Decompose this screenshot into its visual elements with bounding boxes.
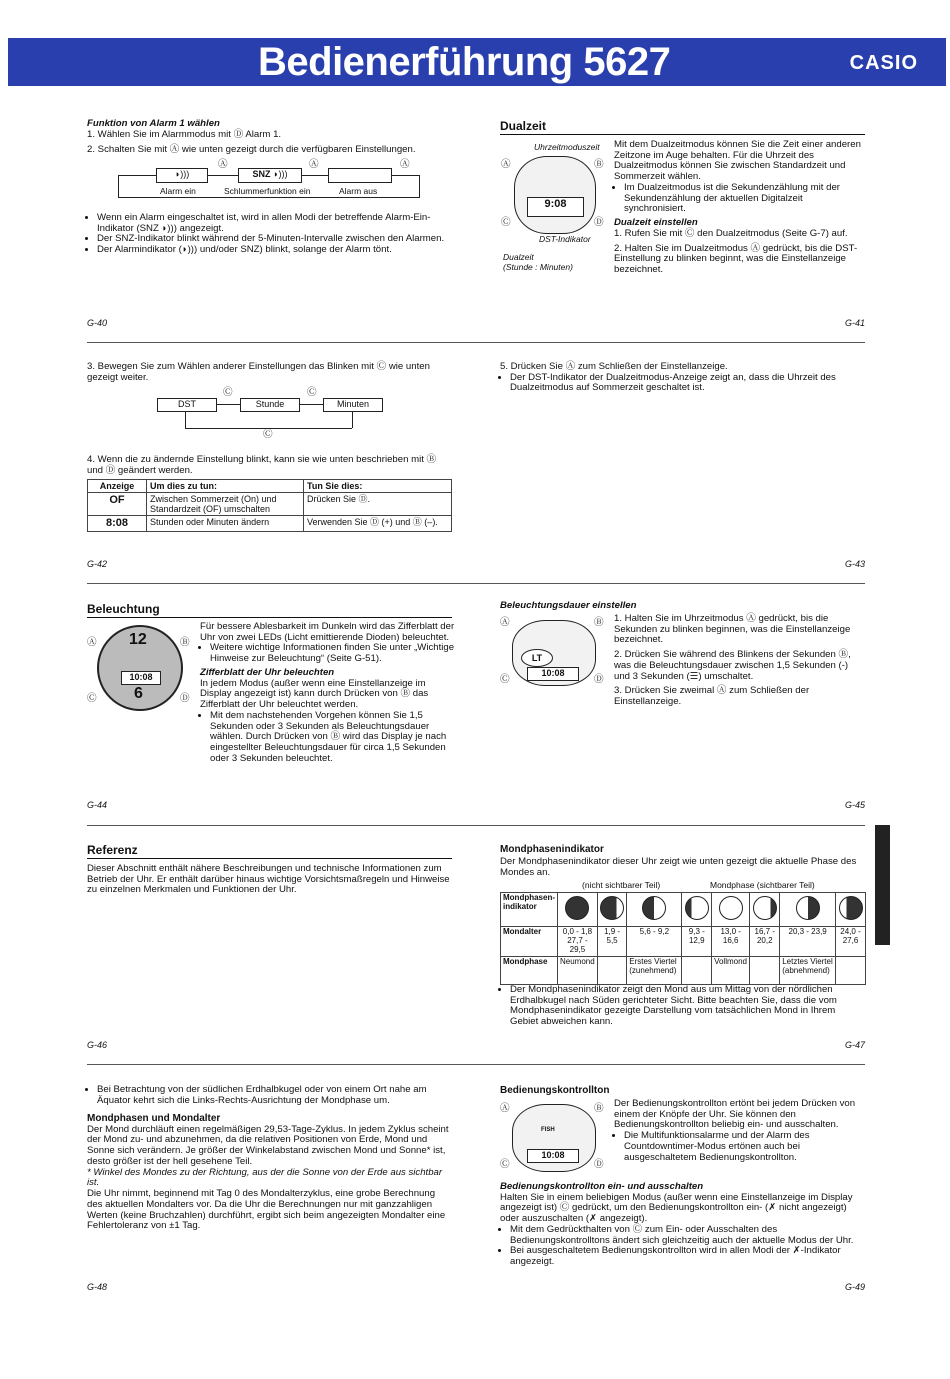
button-b: Ⓑ (594, 159, 604, 170)
g47-paragraph: Der Mondphasenindikator dieser Uhr zeigt wie unten gezeigt die aktuelle Phase des Mondes an. (500, 856, 857, 878)
g49-lower (500, 1182, 865, 1268)
page-number: G-42 (87, 559, 108, 569)
g49-bullet: • Bei ausgeschaltetem Bedienungskontrollton wird in allen Modi der ✗-Indikator angezeigt. (510, 1246, 865, 1267)
page-number: G-41 (845, 318, 866, 328)
watch-display: 10:08 (527, 667, 579, 681)
g44-paragraph: In jedem Modus (außer wenn eine Einstellanzeige im Display angezeigt ist) kann durch Drücken von Ⓑ das Zifferblatt der Uhr beleuchtet werden. (200, 677, 429, 711)
g47-heading: Mondphasenindikator (500, 844, 604, 855)
g49-paragraph: Der Bedienungskontrollton ertönt bei jedem Drücken von einem der Knöpfe der Uhr. Sie können den Bedienungskontrollton beliebig ein- und ausschalten. (614, 1098, 856, 1131)
watch-display: 10:08 (121, 671, 161, 685)
button-b: Ⓑ (594, 1103, 604, 1114)
phase-cell: Vollmond (712, 956, 750, 984)
moon-new-icon (565, 896, 589, 920)
g48-heading: Mondphasen und Mondalter (87, 1113, 221, 1125)
button-a-label: Ⓐ (309, 159, 319, 170)
button-d: Ⓓ (594, 217, 604, 228)
age-cell: 9,3 - 12,9 (682, 927, 712, 957)
button-a: Ⓐ (500, 617, 510, 628)
g41-heading: Dualzeit (500, 120, 865, 135)
button-c: Ⓒ (87, 693, 97, 704)
phase-cell (682, 956, 712, 984)
g49-bullet: • Mit dem Gedrückthalten von Ⓒ zum Ein- oder Ausschalten des Bedienungskontrolltons ändert sich gleichzeitig auch der aktuelle Modus der Uhr. (510, 1225, 865, 1246)
age-cell: 16,7 - 20,2 (750, 927, 780, 957)
page-number: G-43 (845, 559, 866, 569)
button-d: Ⓓ (594, 1159, 604, 1170)
button-b: Ⓑ (594, 617, 604, 628)
label-alarm-off: Alarm aus (339, 186, 378, 196)
g40-step2: 2. Schalten Sie mit Ⓐ wie unten gezeigt durch die verfügbaren Einstellungen. (87, 144, 416, 156)
cell-how: Verwenden Sie Ⓓ (+) und Ⓑ (–). (304, 516, 452, 531)
fish-indicator: FISH (541, 1127, 555, 1133)
moon-waxing-crescent-icon (600, 896, 624, 920)
g48-bullet: • Bei Betrachtung von der südlichen Erdhalbkugel oder von einem Ort nahe am Äquator kehrt sich die Links-Rechts-Ausrichtung der Mondphase um. (97, 1085, 452, 1106)
th-how: Tun Sie dies: (304, 480, 452, 493)
snz-text: SNZ (252, 169, 271, 179)
g40-bullet: • Der Alarmindikator (◗))) und/oder SNZ) blinkt, solange der Alarm tönt. (97, 245, 447, 256)
g49-heading: Bedienungskontrollton (500, 1085, 610, 1096)
label-dualtime: Dualzeit (503, 252, 534, 262)
page-number: G-48 (87, 1282, 108, 1292)
g49-subheading: Bedienungskontrollton ein- und ausschalten (500, 1181, 704, 1192)
moon-cell (597, 893, 626, 927)
moon-full-icon (719, 896, 743, 920)
row-label-indicator: Mondphasen-indikator (501, 893, 558, 927)
g40-bullet: • Der SNZ-Indikator blinkt während der 5-Minuten-Intervalle zwischen den Alarmen. (97, 234, 447, 245)
moon-waning-gibbous-icon (753, 896, 777, 920)
moon-waning-crescent-icon (839, 896, 863, 920)
section-g48 (87, 1085, 452, 1232)
hour-box: Stunde (240, 398, 300, 412)
phase-cell (597, 956, 626, 984)
g46-heading: Referenz (87, 844, 452, 859)
watch-face (97, 625, 183, 711)
numeral-6: 6 (134, 685, 143, 702)
label-visible-part: Mondphase (sichtbarer Teil) (710, 880, 815, 890)
button-c-label: Ⓒ (263, 429, 273, 440)
g41-paragraph: Mit dem Dualzeitmodus können Sie die Zeit einer anderen Zeitzone im Auge behalten. Für die Uhrzeit des Dualzeitmodus können Sie zwischen Standardzeit und Sommerzeit wählen. (614, 139, 861, 183)
g43-bullet: • Der DST-Indikator der Dualzeitmodus-Anzeige zeigt an, dass die Uhrzeit des Dualzeitmodus auf Sommerzeit geschaltet ist. (510, 373, 860, 394)
alarm-on-box: ◗))) (156, 168, 208, 183)
button-c-label: Ⓒ (223, 387, 233, 398)
th-display: Anzeige (88, 480, 147, 493)
alarm-cycle-diagram (118, 160, 420, 205)
snooze-box: SNZ ◗))) (238, 168, 302, 183)
button-c: Ⓒ (500, 1159, 510, 1170)
button-a-label: Ⓐ (400, 159, 410, 170)
button-a: Ⓐ (501, 159, 511, 170)
moon-cell (627, 893, 682, 927)
backlight-watch-figure (500, 616, 608, 688)
moon-last-quarter-icon (796, 896, 820, 920)
section-tab (875, 825, 890, 945)
moon-cell (780, 893, 836, 927)
watch-face (512, 1104, 596, 1172)
g42-step4: 4. Wenn die zu ändernde Einstellung blinkt, kann sie wie unten beschrieben mit Ⓑ und Ⓓ geändert werden. (87, 454, 437, 476)
phase-cell: Erstes Viertel (zunehmend) (627, 956, 682, 984)
g41-text (614, 140, 866, 276)
g45-steps (614, 614, 864, 708)
label-mode-time: Uhrzeitmoduszeit (534, 142, 600, 152)
watch-face (514, 156, 596, 234)
cell-display-time: 8:08 (88, 516, 147, 531)
g42-step3: 3. Bewegen Sie zum Wählen anderer Einstellungen das Blinken mit Ⓒ wie unten gezeigt weiter. (87, 361, 430, 383)
g41-bullet: • Im Dualzeitmodus ist die Sekundenzählung mit der Sekundenzählung der aktuellen Digitalzeit synchronisiert. (624, 183, 866, 215)
moon-cell (836, 893, 866, 927)
age-cell: 0,0 - 1,8 27,7 - 29,5 (558, 927, 598, 957)
moon-first-quarter-icon (642, 896, 666, 920)
dualtime-watch-figure (500, 140, 610, 275)
g40-bullet: • Wenn ein Alarm eingeschaltet ist, wird in allen Modi der betreffende Alarm-Ein-Indikator (SNZ ◗))) angezeigt. (97, 213, 447, 234)
button-c: Ⓒ (500, 674, 510, 685)
g41-subheading: Dualzeit einstellen (614, 217, 698, 229)
button-d: Ⓓ (594, 674, 604, 685)
g44-paragraph: Für bessere Ablesbarkeit im Dunkeln wird das Zifferblatt der Uhr von zwei LEDs (Licht emittierende Dioden) beleuchtet. (200, 621, 455, 643)
section-g40 (87, 119, 447, 156)
g43-step5: 5. Drücken Sie Ⓐ zum Schließen der Einstellanzeige. (500, 361, 728, 372)
page-number: G-49 (845, 1282, 866, 1292)
age-cell: 20,3 - 23,9 (780, 927, 836, 957)
g44-bullet: • Mit dem nachstehenden Vorgehen können Sie 1,5 Sekunden oder 3 Sekunden als Beleuchtungsdauer wählen. Durch Drücken von Ⓑ wird das Display je nach eingestellter Beleuchtungsdauer für circa 1,5 Sekunden oder 3 Sekunden beleuchtet. (210, 711, 455, 765)
g45-step2: 2. Drücken Sie während des Blinkens der Sekunden Ⓑ, was die Beleuchtungsdauer zwischen 1,5 Sekunden (-) und 3 Sekunden (☰) umschaltet. (614, 649, 851, 682)
cell-display-of: OF (88, 493, 147, 516)
g40-heading: Funktion von Alarm 1 wählen (87, 118, 220, 129)
watch-display: 10:08 (527, 1149, 579, 1163)
phase-cell (750, 956, 780, 984)
setting-table (87, 479, 452, 532)
cell-action: Zwischen Sommerzeit (On) und Standardzeit (OF) umschalten (147, 493, 304, 516)
row-label-age: Mondalter (501, 927, 558, 957)
g48-footnote: * Winkel des Mondes zu der Richtung, aus der die Sonne von der Erde aus sichtbar ist. (87, 1166, 443, 1189)
g46-paragraph: Dieser Abschnitt enthält nähere Beschreibungen und technische Informationen zum Betrieb der Uhr. Er enthält darüber hinaus wichtige Vorsichtsmaßregeln und Hinweise zu einzelnen Merkmalen und Funktionen der Uhr. (87, 863, 450, 896)
page-number: G-40 (87, 318, 108, 328)
watch-display: 9:08 (527, 197, 584, 217)
page-number: G-45 (845, 800, 866, 810)
watch-face (512, 620, 596, 686)
page-number: G-47 (845, 1040, 866, 1050)
moon-cell (750, 893, 780, 927)
lt-indicator: LT (521, 649, 553, 667)
document-title: Bedienerführung 5627 (258, 40, 671, 84)
moon-cell (682, 893, 712, 927)
cell-how: Drücken Sie Ⓓ. (304, 493, 452, 516)
g41-step1: 1. Rufen Sie mit Ⓒ den Dualzeitmodus (Seite G-7) auf. (614, 227, 848, 239)
page-header (8, 38, 946, 86)
row-label-phase: Mondphase (501, 956, 558, 984)
label-dualtime-units: (Stunde : Minuten) (503, 262, 573, 272)
moon-cell (558, 893, 598, 927)
moon-waxing-gibbous-icon (685, 896, 709, 920)
g49-text (614, 1099, 864, 1163)
phase-cell (836, 956, 866, 984)
button-b: Ⓑ (180, 637, 190, 648)
th-action: Um dies zu tun: (147, 480, 304, 493)
button-c-label: Ⓒ (307, 387, 317, 398)
g45-step1: 1. Halten Sie im Uhrzeitmodus Ⓐ gedrückt, bis die Sekunden zu blinken beginnen, was die Einstellanzeige bezeichnet. (614, 613, 851, 646)
g40-step1: 1. Wählen Sie im Alarmmodus mit Ⓓ Alarm 1. (87, 128, 282, 140)
section-g43 (500, 362, 860, 394)
g44-text (200, 622, 455, 765)
g48-paragraph: Die Uhr nimmt, beginnend mit Tag 0 des Mondalterzyklus, eine grobe Berechnung des aktuellen Mondalters vor. Da die Uhr die Berechnungen nur mit ganzzahligen Werten (keine Bruchzahlen) durchführt, ergibt sich beim angezeigten Mondalter eine Fehlertoleranz von ±1 Tag. (87, 1188, 446, 1232)
label-alarm-on: Alarm ein (160, 186, 196, 196)
button-a: Ⓐ (87, 637, 97, 648)
moon-phase-table (500, 892, 866, 985)
g41-step2: 2. Halten Sie im Dualzeitmodus Ⓐ gedrückt, bis die DST-Einstellung zu blinken beginnt, was die Einstellanzeige bezeichnet. (614, 242, 858, 276)
g47-bullets (500, 985, 860, 1028)
casio-logo: CASIO (849, 52, 918, 74)
dst-box: DST (157, 398, 217, 412)
beep-watch-figure (500, 1100, 608, 1175)
g48-paragraph: Der Mond durchläuft einen regelmäßigen 29,53-Tage-Zyklus. In jedem Zyklus scheint der Mond zu- und abzunehmen, da die relativen Positionen von Erde, Mond und Sonne sich verändern. Je größer der Winkelabstand zwischen Mond und Sonne* ist, desto größer ist der hell gesehene Teil. (87, 1123, 449, 1167)
g40-bullets (87, 213, 447, 256)
age-cell: 1,9 - 5,5 (597, 927, 626, 957)
analog-watch-figure (87, 622, 195, 712)
age-cell: 24,0 - 27,6 (836, 927, 866, 957)
label-dst-indicator: DST-Indikator (539, 234, 591, 244)
button-a-label: Ⓐ (218, 159, 228, 170)
label-snooze-on: Schlummerfunktion ein (224, 186, 311, 196)
minutes-box: Minuten (323, 398, 383, 412)
g49-bullet: • Die Multifunktionsalarme und der Alarm des Countdowntimer-Modus ertönen auch bei ausgeschaltetem Bedienungskontrollton. (624, 1131, 864, 1163)
label-invisible-part: (nicht sichtbarer Teil) (582, 880, 661, 890)
phase-cell: Letztes Viertel (abnehmend) (780, 956, 836, 984)
cell-action: Stunden oder Minuten ändern (147, 516, 304, 531)
g45-subheading: Beleuchtungsdauer einstellen (500, 600, 637, 611)
numeral-12: 12 (129, 631, 147, 648)
page-number: G-44 (87, 800, 108, 810)
g44-bullet: • Weitere wichtige Informationen finden Sie unter „Wichtige Hinweise zur Beleuchtung“ (Seite G-51). (210, 643, 455, 664)
page-number: G-46 (87, 1040, 108, 1050)
phase-cell: Neumond (558, 956, 598, 984)
button-a: Ⓐ (500, 1103, 510, 1114)
g44-subheading: Zifferblatt der Uhr beleuchten (200, 666, 335, 678)
g44-heading: Beleuchtung (87, 603, 452, 618)
button-c: Ⓒ (501, 217, 511, 228)
g47-bullet: • Der Mondphasenindikator zeigt den Mond aus um Mittag von der nördlichen Erdhalbkugel nach Süden gerichteter Sicht. Bitte beachten Sie, dass die vom Mondphasenindikator gezeigte Darstellung vom tatsächlichen Mond in Ihrem Gebiet abweichen kann. (510, 985, 860, 1028)
age-cell: 13,0 - 16,6 (712, 927, 750, 957)
age-cell: 5,6 - 9,2 (627, 927, 682, 957)
moon-cell (712, 893, 750, 927)
g49-paragraph: Halten Sie in einem beliebigen Modus (außer wenn eine Einstellanzeige im Display angezeigt ist) Ⓒ gedrückt, um den Bedienungskontrollton ein- (✗ nicht angezeigt) oder auszuschalten (✗ angezeigt). (500, 1191, 853, 1225)
alarm-off-box (328, 168, 392, 183)
setting-cycle-diagram (155, 388, 385, 443)
button-d: Ⓓ (180, 693, 190, 704)
g45-step3: 3. Drücken Sie zweimal Ⓐ zum Schließen der Einstellanzeige. (614, 685, 810, 708)
